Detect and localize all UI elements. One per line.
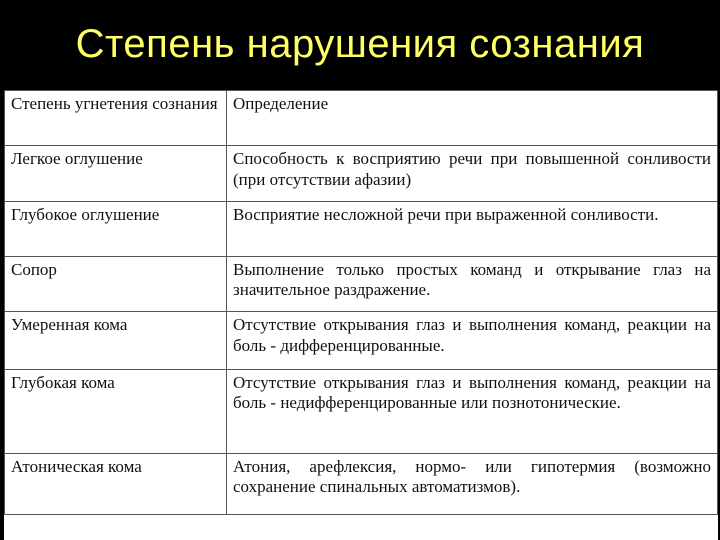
table-bottom-margin <box>4 515 718 540</box>
degree-cell: Атоническая кома <box>5 453 227 515</box>
consciousness-table <box>4 90 718 515</box>
degree-cell: Умеренная кома <box>5 312 227 369</box>
table-row <box>5 146 718 201</box>
definition-cell: Отсутствие открывания глаз и выполнения команд, реакции на боль - недифференцированные или познотонические. <box>227 369 718 453</box>
table-header-row <box>5 91 718 146</box>
definition-cell: Восприятие несложной речи при выраженной сонливости. <box>227 201 718 256</box>
definition-cell: Способность к восприятию речи при повышенной сонливости (при отсутствии афазии) <box>227 146 718 201</box>
degree-cell: Глубокая кома <box>5 369 227 453</box>
definition-cell: Отсутствие открывания глаз и выполнения команд, реакции на боль - дифференцированные. <box>227 312 718 369</box>
table-row <box>5 201 718 256</box>
degree-cell: Легкое оглушение <box>5 146 227 201</box>
table-row <box>5 256 718 311</box>
degree-cell: Сопор <box>5 256 227 311</box>
header-degree: Степень угнетения сознания <box>5 91 227 146</box>
header-definition: Определение <box>227 91 718 146</box>
table-row <box>5 312 718 369</box>
slide-title: Степень нарушения сознания <box>75 21 645 66</box>
table-container <box>4 90 718 515</box>
table-row <box>5 369 718 453</box>
definition-cell: Атония, арефлексия, нормо- или гипотермия (возможно сохранение спинальных автоматизмов). <box>227 453 718 515</box>
table-row <box>5 453 718 515</box>
definition-cell: Выполнение только простых команд и открывание глаз на значительное раздражение. <box>227 256 718 311</box>
degree-cell: Глубокое оглушение <box>5 201 227 256</box>
